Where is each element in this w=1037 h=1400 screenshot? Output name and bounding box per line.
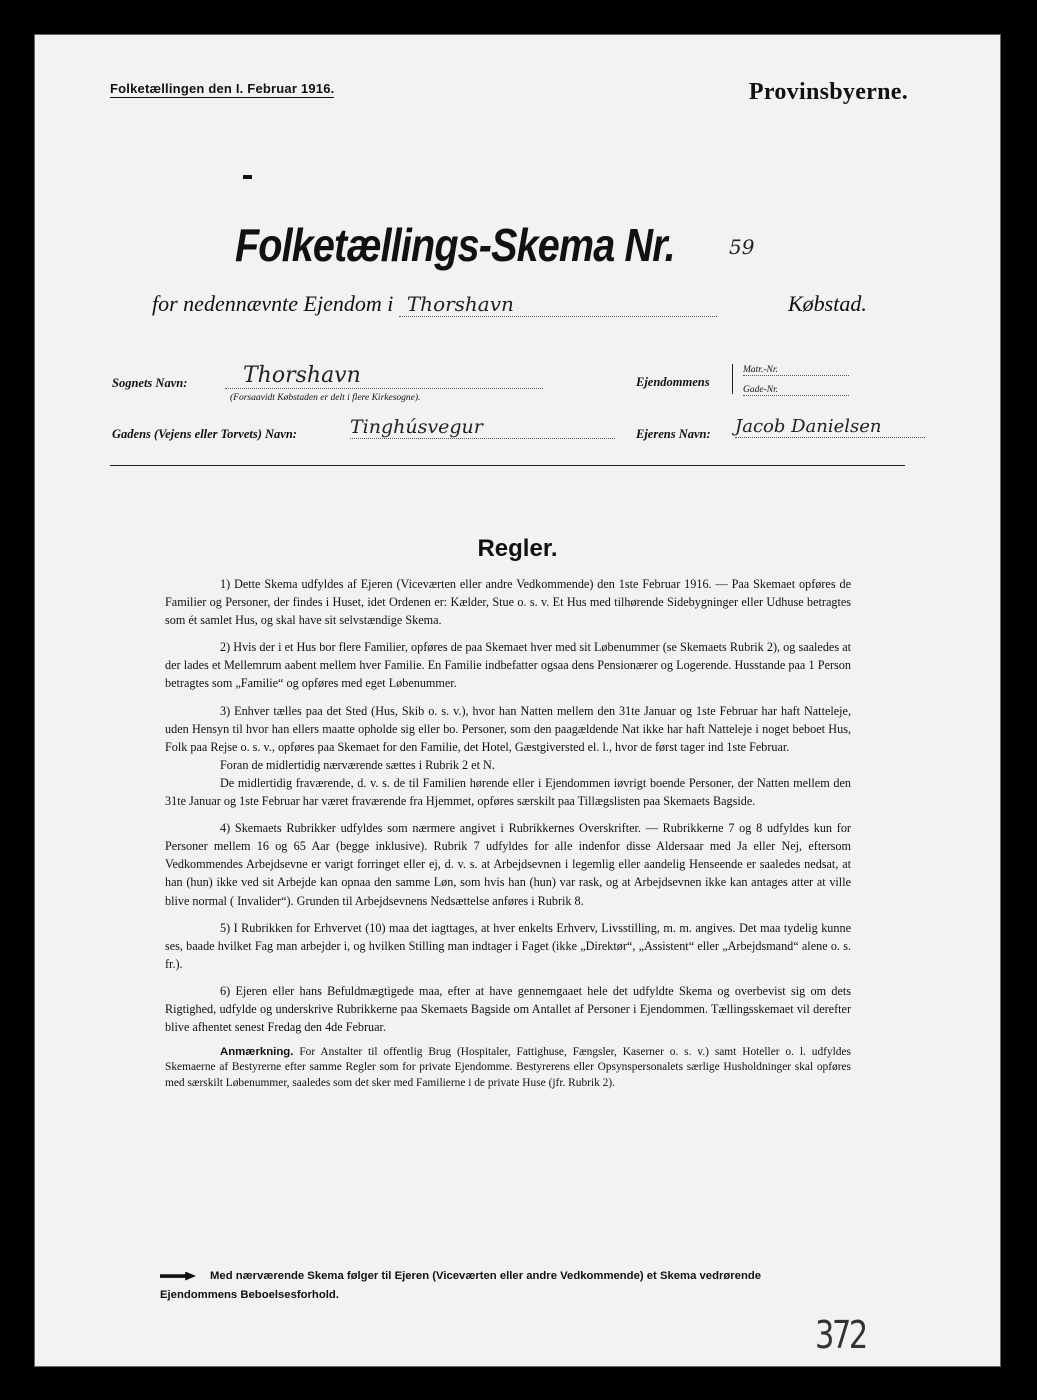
rule-5: 5) I Rubrikken for Erhvervet (10) maa det iagttages, at hver enkelts Erhverv, Livsstilling, m. m. angives. Det maa tydelig kunne ses, baade hvilket Fag man arbejder i, og hvilken Stilling man indtager i Faget (ikke „Direktør“, „Assistent“ eller „Arbejdsmand“ alene o. s. fr.).	[165, 920, 851, 971]
rule-3-absent: De midlertidig fraværende, d. v. s. de til Familien hørende eller i Ejendommen iøvrigt boende Personer, der Natten mellem den 31te Januar og 1ste Februar har været fraværende fra Hjemmet, opføres særskilt paa Tillægslisten paa Skemaets Bagside.	[165, 775, 851, 809]
census-date-header: Folketællingen den I. Februar 1916.	[110, 81, 335, 96]
subtitle-prefix: for nedennævnte Ejendom i	[152, 291, 394, 316]
gade-label: Gadens (Vejens eller Torvets) Navn:	[112, 427, 297, 441]
sogn-field: Thorshavn	[225, 363, 543, 389]
matr-nr-field	[743, 365, 849, 376]
form-title	[235, 218, 675, 272]
subtitle-suffix: Købstad.	[788, 291, 867, 316]
rule-1: 1) Dette Skema udfyldes af Ejeren (Viceværten eller andre Vedkommende) den 1ste Februar 1916. — Paa Skemaet opføres de Familier og Personer, der findes i Huset, idet Ordenen er: Kælder, Stue o. s. v. Et Hus med tilhørende Sidebygninger eller Udhuse betragtes som ét samlet Hus, og skal have sit selvstændige Skema.	[165, 577, 851, 628]
rule-3-note-n: Foran de midlertidig nærværende sættes i Rubrik 2 et N.	[220, 757, 495, 772]
matr-nr-label: Matr.-Nr.	[743, 365, 778, 375]
rule-3: 3) Enhver tælles paa det Sted (Hus, Skib o. s. v.), hvor han Natten mellem den 31te Januar og 1ste Februar har haft Natteleje, uden Hensyn til hvor han ellers maatte opholde sig eller bo. Personer, som den paagældende Nat ikke har haft Natteleje i noget beboet Hus, Folk paa Rejse o. s. v., opføres paa Skemaet for den Familie, det Hotel, Gæstgiversted el. l., hvor de først tager ind 1ste Februar.	[165, 703, 851, 754]
sogn-note: (Forsaavidt Købstaden er delt i flere Kirkesogne).	[230, 393, 421, 403]
ejer-field: Jacob Danielsen	[735, 416, 925, 438]
gade-nr-field	[743, 385, 849, 396]
remark-paragraph	[165, 1045, 851, 1091]
gade-field: Tinghúsvegur	[350, 416, 615, 439]
footer-line-2: Ejendommens Beboelsesforhold.	[160, 1289, 339, 1301]
rule-4: 4) Skemaets Rubrikker udfyldes som nærmere angivet i Rubrikkernes Overskrifter. — Rubrikkerne 7 og 8 udfyldes kun for Personer mellem 16 og 65 Aar (begge inklusive). Rubrik 7 udfyldes for alle indenfor disse Aldersaar med Ja eller Nej, eftersom Vedkommendes Arbejdsevne er varigt forringet eller ej, d. v. s. at Arbejdsevnen i legemlig eller aandelig Henseende er saaledes nedsat, at han (hun) ikke ved sit Arbejde kan opnaa den samme Løn, som hvis han (hun) var rask, og at Arbejdsevnen ikke kan antages atter at ville blive normal ( Invalider“). Grunden til Arbejdsevnens Nedsættelse anføres i Rubrik 8.	[165, 821, 851, 908]
remark-text: For Anstalter til offentlig Brug (Hospitaler, Fattighuse, Fængsler, Kaserner o. s. v.) samt Hoteller o. l. udfyldes Skemaerne af Bestyrerne efter samme Regler som for private Ejendomme. Bestyrerens eller Opsynspersonalets særlige Husholdninger skal opføres med særskilt Løbenummer, saaledes som det sker med Familierne i de private Huse (jfr. Rubrik 2).	[165, 1046, 851, 1089]
subtitle-line	[152, 291, 717, 317]
footer-note	[160, 1267, 860, 1305]
ejer-label: Ejerens Navn:	[636, 427, 711, 441]
divider-rule	[110, 465, 905, 466]
page-number: 372	[815, 1313, 866, 1357]
ejendom-bracket	[732, 364, 734, 394]
town-field: Thorshavn	[399, 292, 717, 317]
rules-heading: Regler.	[477, 535, 558, 562]
ejendom-label: Ejendommens	[636, 375, 710, 389]
province-header: Provinsbyerne.	[748, 79, 908, 105]
remark-label: Anmærkning.	[220, 1046, 294, 1059]
sogn-label: Sognets Navn:	[112, 376, 188, 390]
census-form-page	[34, 34, 1001, 1367]
gade-nr-label: Gade-Nr.	[743, 385, 779, 395]
mark-dash	[243, 175, 252, 179]
form-number: 59	[729, 235, 755, 259]
rule-6: 6) Ejeren eller hans Befuldmægtigede maa, efter at have gennemgaaet hele det udfyldte Skema og overbevist sig om dets Rigtighed, udfylde og underskrive Rubrikkerne paa Skemaets Bagside om Antallet af Personer i Ejendommen. Tællingsskemaet vil derefter blive afhentet senest Fredag den 4de Februar.	[165, 983, 851, 1035]
rules-body	[165, 575, 851, 1100]
form-title-text: Folketællings-Skema Nr.	[235, 219, 675, 271]
pointing-hand-icon	[160, 1272, 196, 1281]
rule-2: 2) Hvis der i et Hus bor flere Familier, opføres de paa Skemaet hver med sit Løbenummer (se Skemaets Rubrik 2), og saaledes at der lades et Mellemrum aabent mellem hver Familie. En Familie indbefatter ogsaa dens Pensionærer og Logerende. Husstande paa 1 Person betragtes som „Familie“ og opføres med eget Løbenummer.	[165, 640, 851, 691]
footer-line-1: Med nærværende Skema følger til Ejeren (Viceværten eller andre Vedkommende) et Skema vedrørende	[210, 1270, 762, 1282]
